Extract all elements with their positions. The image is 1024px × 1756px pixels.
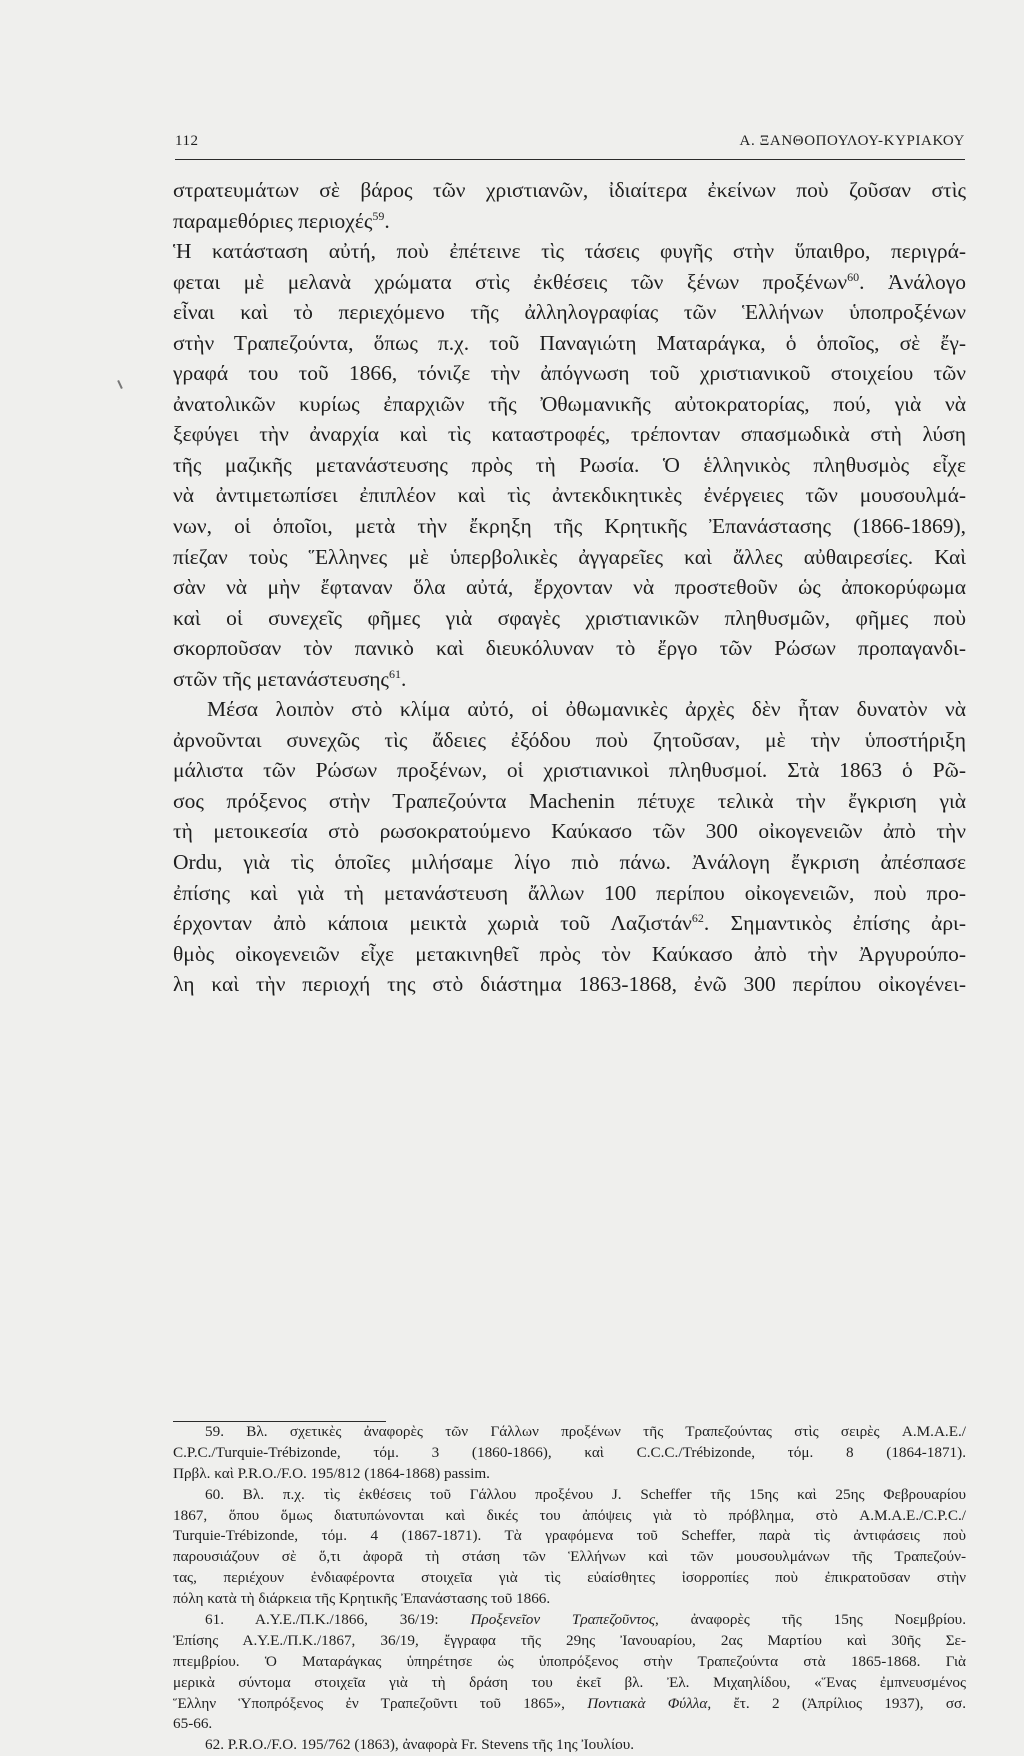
text-line: στὴν Τραπεζούντα, ὅπως π.χ. τοῦ Παναγιώτη Ματαράγκα, ὁ ὁποῖος, σὲ ἔγ- (173, 330, 966, 355)
footnote-line: πτεμβρίου. Ὁ Ματαράγκας ὑπηρέτησε ὡς ὑποπρόξενος στὴν Τραπεζούντα στὰ 1865-1868. Γιὰ (173, 1652, 966, 1670)
text-line: ἀνατολικῶν κυρίως ἐπαρχιῶν τῆς Ὀθωμανικῆς αὐτοκρατορίας, πού, γιὰ νὰ (173, 391, 966, 416)
italic-title: Προξενεῖον Τραπεζοῦντος (470, 1611, 656, 1629)
margin-mark (117, 380, 123, 389)
text-line: μάλιστα τῶν Ρώσων προξένων, οἱ χριστιανικοὶ πληθυσμοί. Στὰ 1863 ὁ Ρῶ- (173, 758, 966, 783)
text-line: νὰ ἀντιμετωπίσει ἐπιπλέον καὶ τὶς ἀντεκδικητικὲς ἐνέργειες τῶν μουσουλμά- (173, 483, 966, 508)
text-line: καὶ οἱ συνεχεῖς φῆμες γιὰ σφαγὲς χριστιανικῶν πληθυσμῶν, φῆμες ποὺ (173, 605, 966, 630)
footnote-line: τας, περιέχουν ἐνδιαφέροντα στοιχεῖα γιὰ τὶς εὐαίσθητες ἰσορροπίες ποὺ ἐπικρατοῦσαν στὴν (173, 1569, 966, 1587)
footnote-line: Ἕλλην Ὑποπρόξενος ἐν Τραπεζοῦντι τοῦ 1865», Ποντιακὰ Φύλλα, ἔτ. 2 (Ἀπρίλιος 1937), σσ. (173, 1694, 966, 1712)
text-line: γραφά του τοῦ 1866, τόνιζε τὴν ἀπόγνωση τοῦ χριστιανικοῦ στοιχείου τῶν (173, 361, 966, 386)
text-line: νων, οἱ ὁποῖοι, μετὰ τὴν ἔκρηξη τῆς Κρητικῆς Ἐπανάστασης (1866-1869), (173, 514, 966, 539)
footnote-line: πόλη κατὰ τὴ διάρκεια τῆς Κρητικῆς Ἐπανάστασης τοῦ 1866. (173, 1590, 551, 1608)
text-line: Ordu, γιὰ τὶς ὁποῖες μιλήσαμε λίγο πιὸ πάνω. Ἀνάλογη ἔγκριση ἀπέσπασε (173, 850, 966, 875)
text-line: τὴ μετοικεσία στὸ ρωσοκρατούμενο Καύκασο τῶν 300 οἰκογενειῶν ἀπὸ τὴν (173, 819, 966, 844)
footnote-line: 59. Βλ. σχετικὲς ἀναφορὲς τῶν Γάλλων προξένων τῆς Τραπεζούντας στὶς σειρὲς A.M.A.E./ (205, 1423, 966, 1440)
footnote-line: 60. Βλ. π.χ. τὶς ἐκθέσεις τοῦ Γάλλου προξένου J. Scheffer τῆς 15ης καὶ 25ης Φεβρουαρίου (205, 1485, 966, 1503)
footnote-line: μερικὰ σύντομα στοιχεῖα γιὰ τὴ δράση του ἐκεῖ βλ. Ἐλ. Μιχαηλίδου, «Ἕνας ἐμπνευσμένος (173, 1673, 966, 1691)
text-line: θμὸς οἰκογενειῶν εἶχε μετακινηθεῖ πρὸς τὸν Καύκασο ἀπὸ τὴν Ἀργυρούπο- (173, 941, 966, 966)
text-line: ξεφύγει τὴν ἀναρχία καὶ τὶς καταστροφές, τρέπονταν σπασμωδικὰ στὴ λύση (173, 422, 966, 447)
text-line: Ἡ κατάσταση αὐτή, ποὺ ἐπέτεινε τὶς τάσεις φυγῆς στὴν ὕπαιθρο, περιγρά- (173, 239, 966, 264)
text-line: τῆς μαζικῆς μετανάστευσης πρὸς τὴ Ρωσία. Ὁ ἑλληνικὸς πληθυσμὸς εἶχε (173, 452, 966, 477)
footnote-line: 65-66. (173, 1715, 213, 1733)
text-line: σκορποῦσαν τὸν πανικὸ καὶ διευκόλυναν τὸ ἔργο τῶν Ρώσων προπαγανδι- (173, 636, 966, 661)
footnote-line: 62. P.R.O./F.O. 195/762 (1863), ἀναφορὰ Fr. Stevens τῆς 1ης Ἰουλίου. (205, 1736, 635, 1754)
text-line: λη καὶ τὴν περιοχή της στὸ διάστημα 1863-1868, ἐνῶ 300 περίπου οἰκογένει- (173, 972, 966, 997)
footnote-line: 61. Α.Υ.Ε./Π.Κ./1866, 36/19: Προξενεῖον Τραπεζοῦντος, ἀναφορὲς τῆς 15ης Νοεμβρίου. (205, 1611, 966, 1629)
text-line: παραμεθόριες περιοχές$^{59}$. (173, 208, 390, 233)
text-line: εἶναι καὶ τὸ περιεχόμενο τῆς ἀλληλογραφίας τῶν Ἑλλήνων ὑποπροξένων (173, 300, 966, 325)
footnote-line: Πρβλ. καὶ P.R.O./F.O. 195/812 (1864-1868) passim. (173, 1464, 490, 1482)
footnote-line: παρουσιάζουν σὲ ὅ,τι ἀφορᾶ τὴ στάση τῶν Ἑλλήνων καὶ τῶν μουσουλμάνων τῆς Τραπεζούν- (173, 1548, 966, 1566)
text-line: στρατευμάτων σὲ βάρος τῶν χριστιανῶν, ἰδιαίτερα ἐκείνων ποὺ ζοῦσαν στὶς (173, 178, 966, 202)
main-text (173, 175, 966, 1000)
footnote-line: Ἐπίσης Α.Υ.Ε./Π.Κ./1867, 36/19, ἔγγραφα τῆς 29ης Ἰανουαρίου, 2ας Μαρτίου καὶ 30ῆς Σε- (173, 1631, 966, 1649)
text-line: σος πρόξενος στὴν Τραπεζούντα Machenin πέτυχε τελικὰ τὴν ἔγκριση γιὰ (173, 788, 966, 813)
footnote-ref: 61 (388, 666, 401, 681)
italic-title: Ποντιακὰ Φύλλα (587, 1694, 708, 1712)
footnote-line: C.P.C./Turquie-Trébizonde, τόμ. 3 (1860-1866), καὶ C.C.C./Trébizonde, τόμ. 8 (1864-1871). (173, 1443, 966, 1461)
text-line: Μέσα λοιπὸν στὸ κλίμα αὐτό, οἱ ὀθωμανικὲς ἀρχὲς δὲν ἦταν δυνατὸν νὰ (207, 697, 966, 722)
text-line: σὰν νὰ μὴν ἔφταναν ὅλα αὐτά, ἔρχονταν νὰ προστεθοῦν ὡς ἀποκορύφωμα (173, 575, 966, 600)
text-line: ἀρνοῦνται συνεχῶς τὶς ἄδειες ἐξόδου ποὺ ζητοῦσαν, μὲ τὴν ὑποστήριξη (173, 727, 966, 752)
footnote-line: Turquie-Trébizonde, τόμ. 4 (1867-1871). Τὰ γραφόμενα τοῦ Scheffer, παρὰ τὶς ἀντιφάσεις ποὺ (173, 1527, 966, 1545)
footnote-ref: 62 (691, 910, 704, 925)
text-line: στῶν τῆς μετανάστευσης$^{61}$. (173, 666, 407, 691)
page-number: 112 (175, 133, 199, 149)
text-line: έρχονταν ἀπὸ κάποια μεικτὰ χωριὰ τοῦ Λαζιστάν$^{62}$. Σημαντικὸς ἐπίσης ἀρι- (173, 910, 966, 936)
footnote-ref: 60 (847, 269, 860, 284)
text-line: πίεζαν τοὺς Ἕλληνες μὲ ὑπερβολικὲς ἀγγαρεῖες καὶ ἄλλες αὐθαιρεσίες. Καὶ (173, 544, 966, 569)
footnote-ref: 59 (372, 208, 385, 223)
text-line: φεται μὲ μελανὰ χρώματα στὶς ἐκθέσεις τῶν ξένων προξένων$^{60}$. Ἀνάλογο (173, 269, 966, 294)
running-head: Α. ΞΑΝΘΟΠΟΥΛΟΥ-ΚΥΡΙΑΚΟΥ (739, 133, 965, 149)
footnotes (173, 1422, 966, 1756)
page-header (175, 133, 965, 160)
text-line: ἐπίσης καὶ γιὰ τὴ μετανάστευση ἄλλων 100 περίπου οἰκογενειῶν, ποὺ προ- (173, 880, 966, 905)
footnote-line: 1867, ὅπου ὅμως διατυπώνονται καὶ δικές του ἀπόψεις γιὰ τὸ πρόβλημα, στὸ A.M.A.E./C.P.C./ (173, 1506, 966, 1524)
